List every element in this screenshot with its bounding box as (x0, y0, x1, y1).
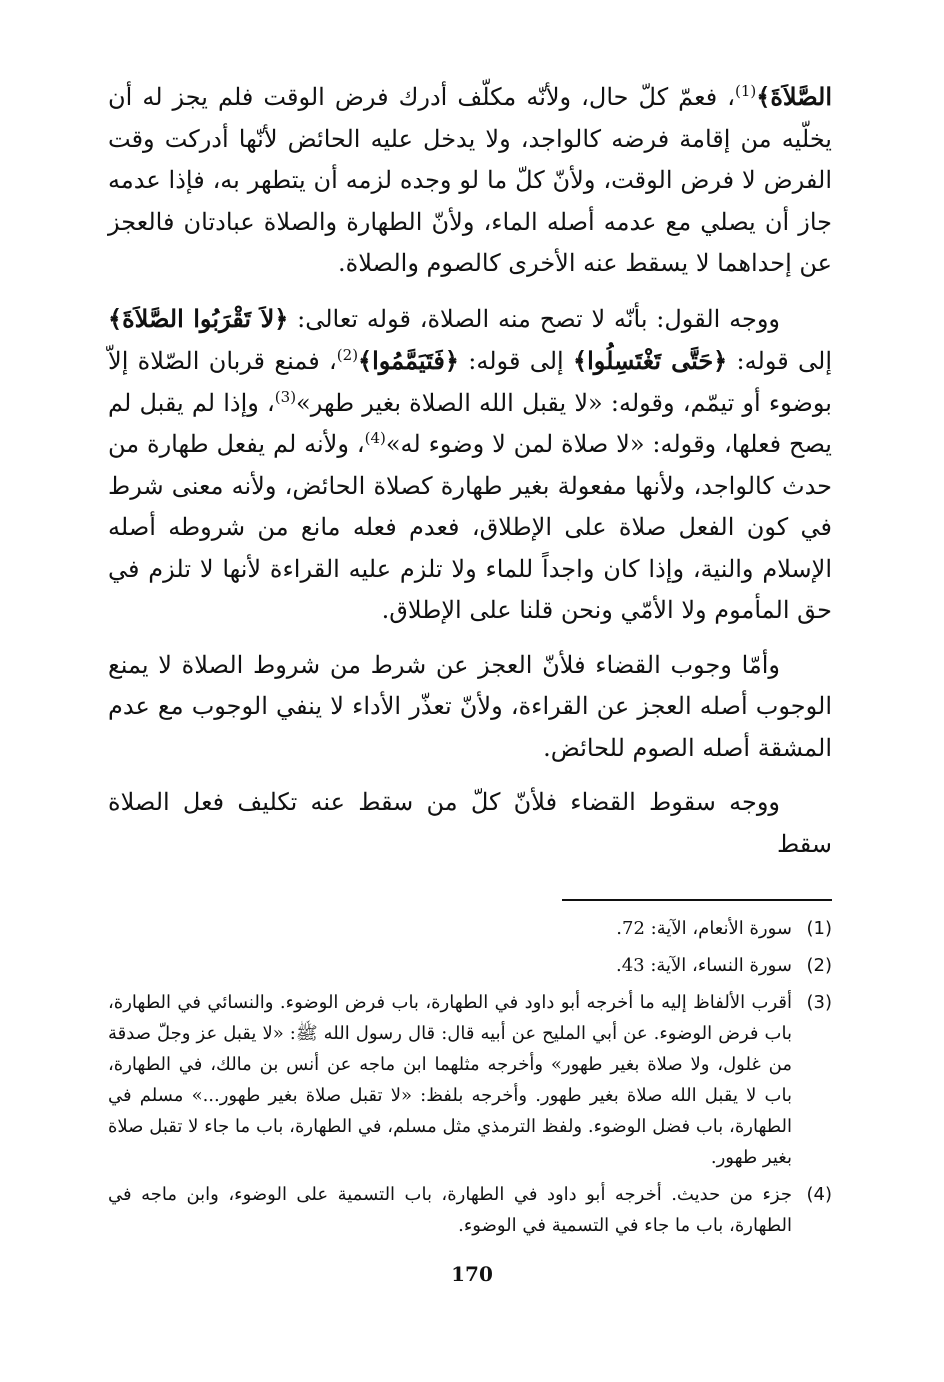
footnote-number: (2) (806, 955, 832, 976)
footnote-number: (4) (806, 1184, 832, 1205)
quran-quote: ﴿لاَ تَقْرَبُوا الصَّلاَةَ﴾ (108, 303, 289, 333)
quran-quote: ﴿حَتَّى تَغْتَسِلُوا﴾ (573, 346, 728, 375)
paragraph-4: ووجه سقوط القضاء فلأنّ كلّ من سقط عنه تكليف فعل الصلاة سقط (108, 788, 832, 858)
paragraph-text: إلى قوله: (458, 347, 574, 375)
footnote-ref-2[interactable]: (2) (336, 346, 359, 364)
footnote (108, 1179, 832, 1241)
paragraph-text: ، فعمّ كلّ حال، ولأنّه مكلّف أدرك فرض الوقت فلم يجز له أن يخلّيه من إقامة فرضه كالواجد، ولا يدخل عليه الحائض لأنّها أدركت وقت الفرض لا فرض الوقت، ولأنّ كلّ ما لو وجده لزمه أن يتطهر به، فإذا عدمه جاز أن يصلي مع عدمه أصله الماء، ولأنّ الطهارة والصلاة عبادتان فالعجز عن إحداهما لا يسقط عنه الأخرى كالصوم والصلاة. (108, 83, 832, 277)
paragraph-text: إلى قوله: (727, 347, 833, 375)
footnote-text: أقرب الألفاظ إليه ما أخرجه أبو داود في الطهارة، باب فرض الوضوء. والنسائي في الطهارة، باب فرض الوضوء. عن أبي المليح عن أبيه قال: قال رسول الله ﷺ: «لا يقبل عز وجلّ صدقة من غلول، ولا صلاة بغير طهور» وأخرجه مثلهما ابن ماجه عن أنس بن مالك، في الطهارة، باب لا يقبل الله صلاة بغير طهور. وأخرجه بلفظ: «لا تقبل صلاة بغير طهور...» مسلم في الطهارة، باب فضل الوضوء. ولفظ الترمذي مثل مسلم، في الطهارة، باب ما جاء لا تقبل صلاة بغير طهور. (108, 992, 792, 1168)
footnote-text: سورة الأنعام، الآية: 72. (616, 918, 792, 939)
footnote-ref-3[interactable]: (3) (274, 387, 297, 406)
paragraph-text: ، وإذا لم يقبل لم يصح فعلها، وقوله: «لا صلاة لمن لا وضوء له» (108, 388, 832, 458)
footnotes (108, 913, 832, 1241)
footnote-text: جزء من حديث. أخرجه أبو داود في الطهارة، باب التسمية على الوضوء، وابن ماجه في الطهارة، باب ما جاء في التسمية في الوضوء. (108, 1184, 792, 1236)
footnote-ref-1[interactable]: (1) (734, 82, 757, 100)
paragraph-text: ووجه القول: بأنّه لا تصح منه الصلاة، قوله تعالى: (288, 304, 780, 333)
paragraph-text: ، فمنع قربان الصّلاة إلاّ بوضوء أو تيمّم، وقوله: «لا يقبل الله الصلاة بغير طهر» (108, 347, 832, 417)
paragraph-3: وأمّا وجوب القضاء فلأنّ العجز عن شرط من شروط الصلاة لا يمنع الوجوب أصله العجز عن القراءة، ولأنّ تعذّر الأداء لا ينفي الوجوب مع عدم المشقة أصله الصوم للحائض. (108, 650, 832, 762)
paragraph-2 (108, 298, 832, 632)
footnote (108, 987, 832, 1173)
footnote (108, 913, 832, 944)
footnote-ref-4[interactable]: (4) (364, 429, 386, 447)
footnote-number: (3) (806, 992, 832, 1013)
quran-quote: الصَّلاَةَ﴾ (756, 82, 832, 111)
paragraph-text: ، ولأنه لم يفعل طهارة من حدث كالواجد، ولأنها مفعولة بغير طهارة كصلاة الحائض، ولأنه معنى شرط في كون الفعل صلاة على الإطلاق، فعدم فعله مانع من شروطه أصله الإسلام والنية، وإذا كان واجداً للماء ولا تلزم عليه القراءة لأنها لا تلزم في حق المأموم ولا الأمّي ونحن قلنا على الإطلاق. (108, 430, 832, 624)
footnote-number: (1) (806, 918, 832, 939)
quran-quote: ﴿فَتَيَمَّمُوا﴾ (358, 346, 459, 375)
main-text (108, 76, 832, 865)
footnote-text: سورة النساء، الآية: 43. (615, 955, 792, 976)
page-number: 170 (451, 1262, 493, 1286)
paragraph-1 (108, 76, 832, 285)
footnote-divider (562, 899, 832, 901)
footnote (108, 950, 832, 981)
